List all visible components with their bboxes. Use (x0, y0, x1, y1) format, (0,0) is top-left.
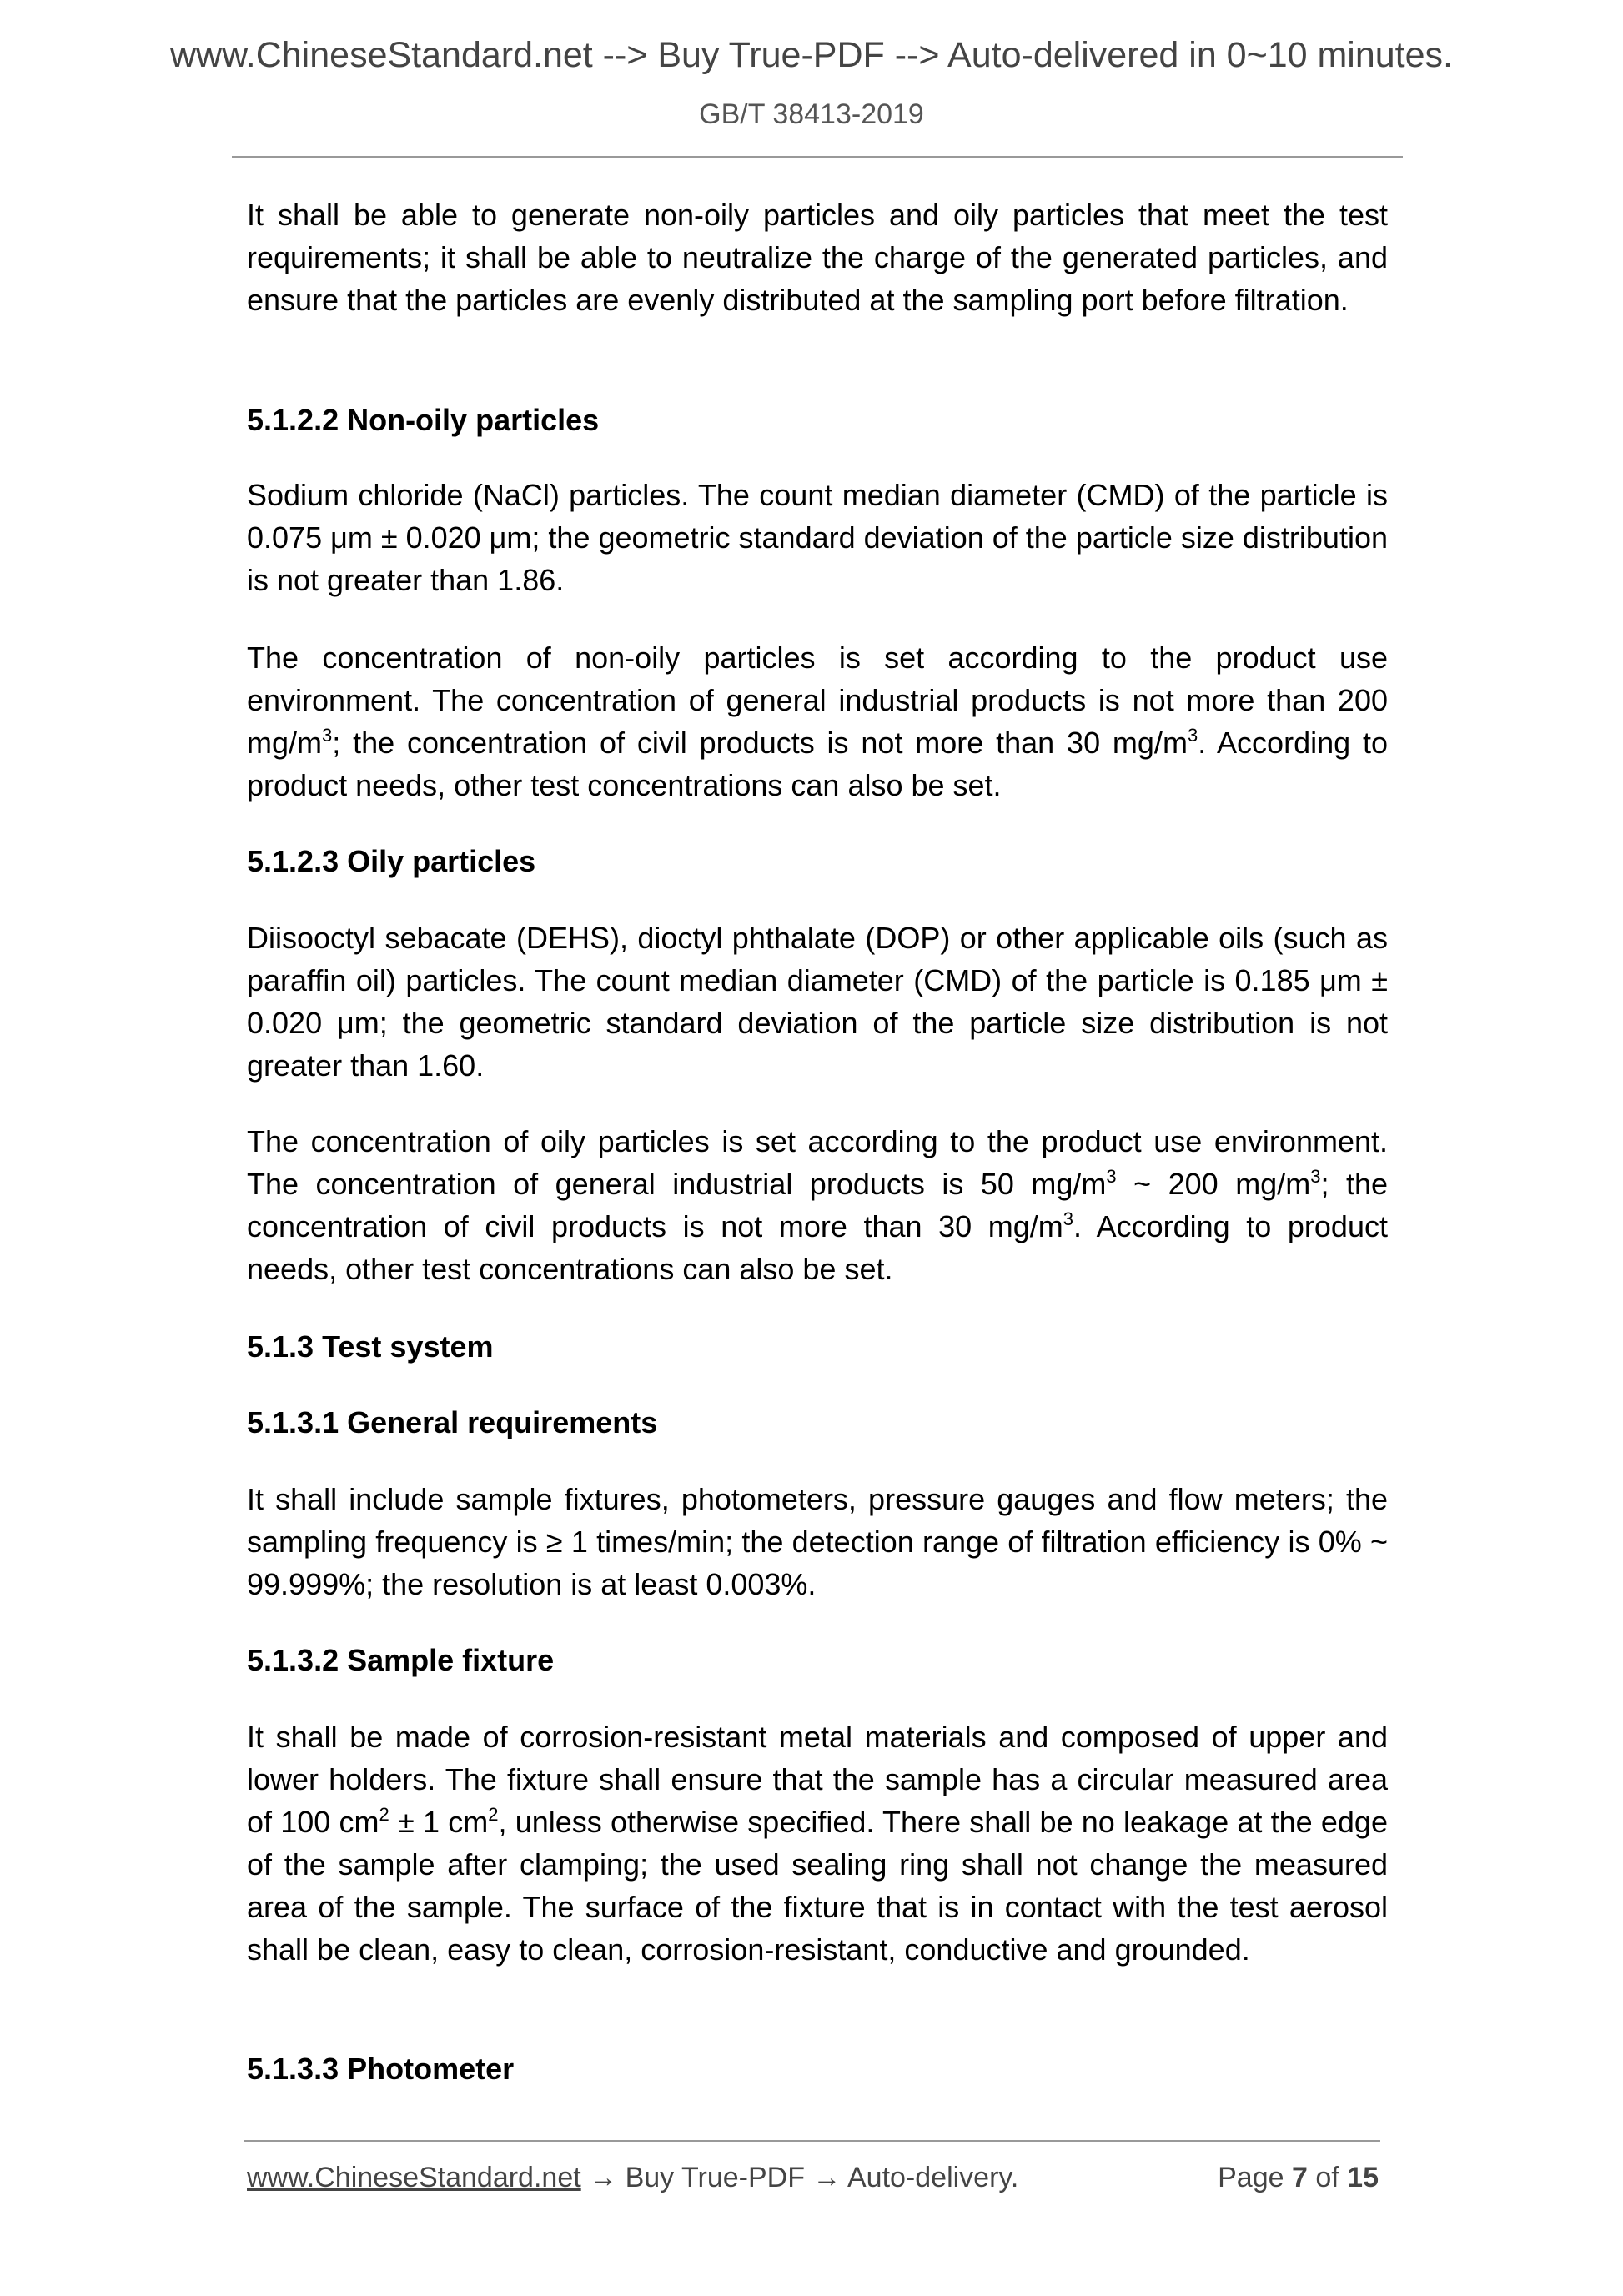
text: It shall be made of corrosion-resistant metal materials and composed of upper and lower holders. The fixture shall ensure that the sample has a circular measured area of 100 cm (247, 1720, 1388, 1839)
paragraph (247, 1120, 1388, 1290)
section-heading: 5.1.3.1 General requirements (247, 1405, 658, 1439)
website-link[interactable]: www.ChineseStandard.net (247, 2162, 581, 2193)
text: ± 1 cm (389, 1805, 489, 1839)
text: . According to product needs, other test concentrations can also be set. (247, 1209, 1388, 1286)
footer-divider (244, 2140, 1380, 2142)
text: The concentration of non-oily particles is set according to the product use environment. The concentration of general industrial products is not more than 200 mg/m (247, 641, 1388, 760)
superscript: 2 (488, 1804, 499, 1825)
superscript: 3 (1187, 725, 1198, 746)
paragraph (247, 636, 1388, 806)
page-indicator (1218, 2162, 1379, 2194)
text: ~ 200 mg/m (1116, 1167, 1311, 1201)
superscript: 2 (379, 1804, 389, 1825)
superscript: 3 (322, 725, 333, 746)
section-heading: 5.1.2.2 Non-oily particles (247, 403, 600, 437)
page-label: Page (1218, 2162, 1284, 2193)
footer-promo (247, 2162, 1018, 2194)
total-pages: 15 (1347, 2162, 1379, 2193)
paragraph (247, 1716, 1388, 1971)
superscript: 3 (1310, 1166, 1321, 1187)
section-heading: 5.1.3 Test system (247, 1329, 494, 1364)
text: The concentration of oily particles is set according to the product use environment. The concentration of general industrial products is 50 mg/m (247, 1124, 1388, 1201)
header-divider (232, 156, 1403, 158)
paragraph: It shall include sample fixtures, photometers, pressure gauges and flow meters; the sampling frequency is ≥ 1 times/min; the detection range of filtration efficiency is 0% ~ 99.999%; the resolution is at least 0.003%. (247, 1482, 1388, 1601)
text: ; the concentration of civil products is not more than 30 mg/m (247, 1167, 1388, 1243)
footer-text: → Buy True-PDF → Auto-delivery. (580, 2162, 1019, 2193)
paragraph: Diisooctyl sebacate (DEHS), dioctyl phthalate (DOP) or other applicable oils (such as paraffin oil) particles. The count median diameter (CMD) of the particle is 0.185 μm ± 0.020 μm; the geometric standard deviation of the particle size distribution is not greater than 1.60. (247, 921, 1388, 1083)
section-heading: 5.1.3.2 Sample fixture (247, 1643, 555, 1677)
paragraph: It shall be able to generate non-oily particles and oily particles that meet the test requirements; it shall be able to neutralize the charge of the generated particles, and ensure that the particles are evenly distributed at the sampling port before filtration. (247, 198, 1388, 317)
header-banner: www.ChineseStandard.net --> Buy True-PDF --> Auto-delivered in 0~10 minutes. (169, 35, 1453, 75)
page-number: 7 (1291, 2162, 1308, 2193)
section-heading: 5.1.3.3 Photometer (247, 2052, 515, 2086)
section-heading: 5.1.2.3 Oily particles (247, 844, 536, 878)
standard-number: GB/T 38413-2019 (699, 98, 924, 130)
paragraph: Sodium chloride (NaCl) particles. The count median diameter (CMD) of the particle is 0.075 μm ± 0.020 μm; the geometric standard deviation of the particle size distribution is not greater than 1.86. (247, 478, 1388, 597)
superscript: 3 (1063, 1208, 1073, 1229)
of-label: of (1315, 2162, 1339, 2193)
superscript: 3 (1106, 1166, 1117, 1187)
text: , unless otherwise specified. There shall be no leakage at the edge of the sample after clamping; the used sealing ring shall not change the measured area of the sample. The surface of the fixture that is in contact with the test aerosol shall be clean, easy to clean, corrosion-resistant, conductive and grounded. (247, 1805, 1388, 1967)
text: ; the concentration of civil products is not more than 30 mg/m (332, 726, 1188, 760)
text: . According to product needs, other test concentrations can also be set. (247, 726, 1388, 802)
